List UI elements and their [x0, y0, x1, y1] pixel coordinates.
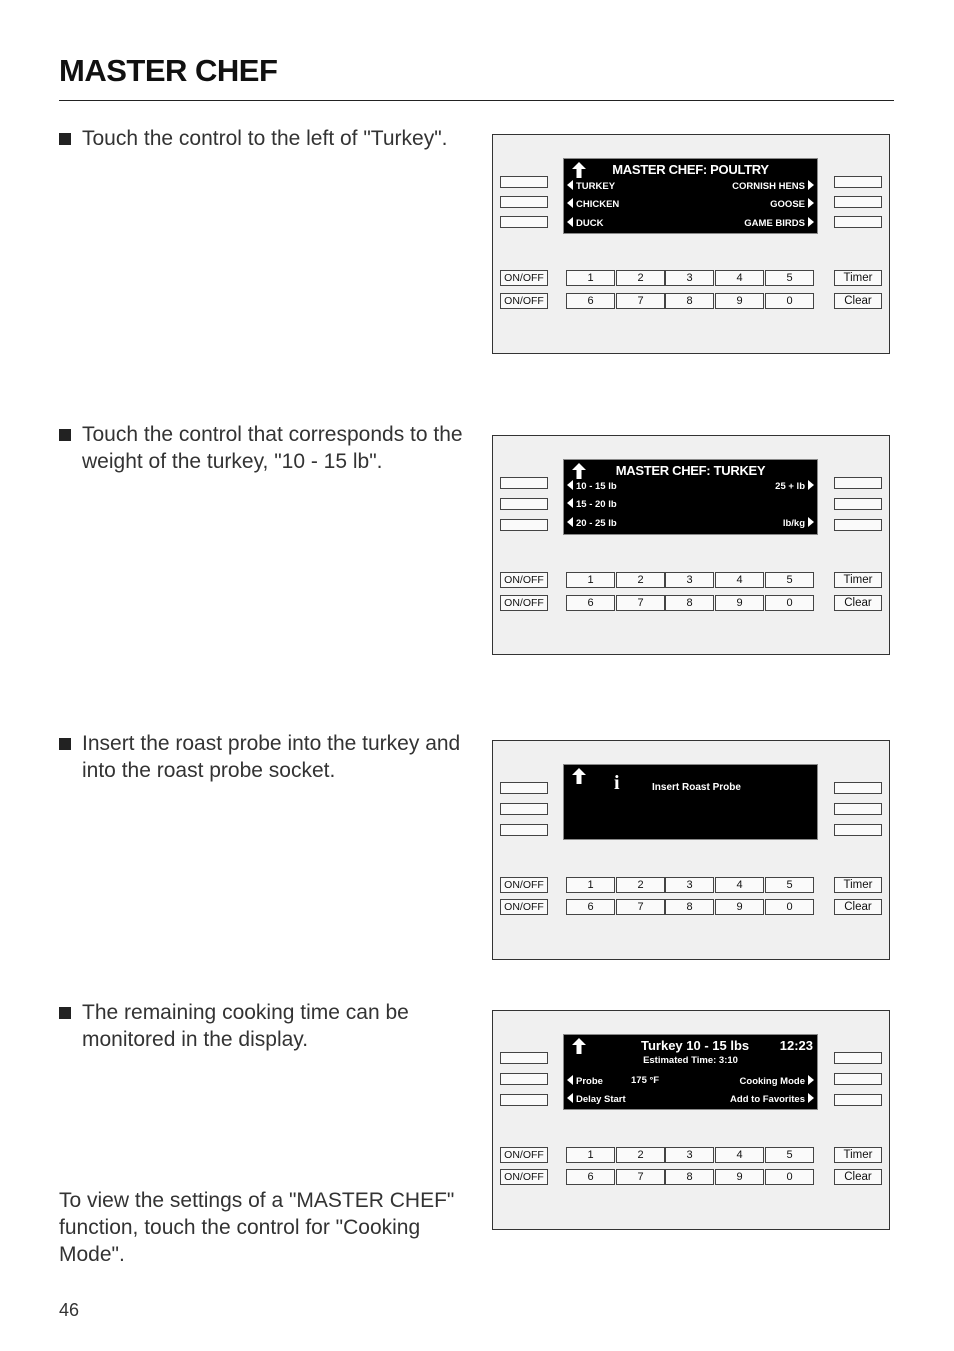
- instruction-2: [59, 421, 469, 475]
- left-arrow-icon: [567, 498, 573, 508]
- display-screen: [563, 1034, 818, 1110]
- option-20-25-lb[interactable]: [567, 517, 617, 529]
- option-probe[interactable]: [567, 1075, 603, 1087]
- key-2[interactable]: 2: [616, 572, 665, 588]
- option-label: Probe: [576, 1076, 603, 1087]
- instruction-1: [59, 125, 469, 152]
- option-label: 20 - 25 lb: [576, 518, 617, 529]
- cooking-mode-note: To view the settings of a "MASTER CHEF" function, touch the control for "Cooking Mode".: [59, 1189, 455, 1266]
- right-sensor-3[interactable]: [834, 519, 882, 531]
- left-sensor-2[interactable]: [500, 196, 548, 208]
- key-5[interactable]: 5: [765, 877, 814, 893]
- option-lb-kg[interactable]: [783, 517, 814, 529]
- right-arrow-icon: [808, 517, 814, 527]
- key-1[interactable]: 1: [566, 572, 615, 588]
- option-goose[interactable]: [770, 198, 814, 210]
- square-bullet: [59, 429, 71, 441]
- right-sensor-2[interactable]: [834, 196, 882, 208]
- left-sensor-2[interactable]: [500, 803, 548, 815]
- timer-button[interactable]: Timer: [834, 270, 882, 286]
- key-9[interactable]: 9: [715, 595, 764, 611]
- probe-message: Insert Roast Probe: [652, 782, 741, 793]
- right-arrow-icon: [808, 217, 814, 227]
- left-sensor-2[interactable]: [500, 1073, 548, 1085]
- option-label: 10 - 15 lb: [576, 481, 617, 492]
- up-arrow-icon[interactable]: [572, 768, 586, 784]
- option-15-20-lb[interactable]: [567, 498, 617, 510]
- timer-button[interactable]: Timer: [834, 1147, 882, 1163]
- left-sensor-3[interactable]: [500, 1094, 548, 1106]
- control-panel-probe: [492, 740, 890, 960]
- key-4[interactable]: 4: [715, 877, 764, 893]
- display-screen: [563, 459, 818, 535]
- control-panel-turkey: [492, 435, 890, 655]
- timer-button[interactable]: Timer: [834, 877, 882, 893]
- onoff-button-1[interactable]: ON/OFF: [500, 877, 548, 893]
- key-6[interactable]: 6: [566, 899, 615, 915]
- option-cooking-mode[interactable]: [740, 1075, 814, 1087]
- key-7[interactable]: 7: [616, 595, 665, 611]
- screen-title: MASTER CHEF: TURKEY: [615, 463, 766, 478]
- key-6[interactable]: 6: [566, 1169, 615, 1185]
- left-sensor-2[interactable]: [500, 498, 548, 510]
- right-arrow-icon: [808, 480, 814, 490]
- clear-button[interactable]: Clear: [834, 899, 882, 915]
- left-sensor-1[interactable]: [500, 477, 548, 489]
- option-game-birds[interactable]: [744, 217, 814, 229]
- program-title: Turkey 10 - 15 lbs: [641, 1038, 750, 1053]
- option-label: CORNISH HENS: [732, 181, 805, 192]
- onoff-button-1[interactable]: ON/OFF: [500, 1147, 548, 1163]
- timer-button[interactable]: Timer: [834, 572, 882, 588]
- key-7[interactable]: 7: [616, 899, 665, 915]
- key-9[interactable]: 9: [715, 293, 764, 309]
- info-icon: i: [614, 772, 620, 794]
- key-1[interactable]: 1: [566, 270, 615, 286]
- key-1[interactable]: 1: [566, 1147, 615, 1163]
- right-sensor-2[interactable]: [834, 498, 882, 510]
- left-arrow-icon: [567, 1093, 573, 1103]
- right-sensor-1[interactable]: [834, 477, 882, 489]
- left-arrow-icon: [567, 198, 573, 208]
- key-1[interactable]: 1: [566, 877, 615, 893]
- left-arrow-icon: [567, 217, 573, 227]
- option-label: GOOSE: [770, 199, 805, 210]
- left-sensor-1[interactable]: [500, 176, 548, 188]
- left-sensor-1[interactable]: [500, 782, 548, 794]
- left-arrow-icon: [567, 1075, 573, 1085]
- key-5[interactable]: 5: [765, 572, 814, 588]
- option-label: TURKEY: [576, 181, 616, 192]
- key-8[interactable]: 8: [665, 595, 714, 611]
- right-sensor-1[interactable]: [834, 1052, 882, 1064]
- key-3[interactable]: 3: [665, 1147, 714, 1163]
- instruction-4: [59, 999, 469, 1053]
- right-arrow-icon: [808, 180, 814, 190]
- right-sensor-1[interactable]: [834, 176, 882, 188]
- key-9[interactable]: 9: [715, 1169, 764, 1185]
- option-label: Delay Start: [576, 1094, 626, 1105]
- key-7[interactable]: 7: [616, 293, 665, 309]
- clear-button[interactable]: Clear: [834, 1169, 882, 1185]
- control-panel-cooking: [492, 1010, 890, 1230]
- option-label: lb/kg: [782, 518, 805, 529]
- probe-temperature: 175 °F: [631, 1075, 660, 1086]
- option-chicken[interactable]: [567, 198, 619, 210]
- instruction-3: [59, 730, 469, 784]
- key-6[interactable]: 6: [566, 595, 615, 611]
- option-add-to-favorites[interactable]: [730, 1093, 814, 1105]
- left-arrow-icon: [567, 517, 573, 527]
- page-number: 46: [59, 1300, 80, 1320]
- key-2[interactable]: 2: [616, 877, 665, 893]
- display-screen: [563, 158, 818, 234]
- option-label: GAME BIRDS: [744, 218, 805, 229]
- clear-button[interactable]: Clear: [834, 293, 882, 309]
- control-panel-poultry: [492, 134, 890, 354]
- screen-title: MASTER CHEF: POULTRY: [612, 162, 769, 177]
- key-4[interactable]: 4: [715, 572, 764, 588]
- key-4[interactable]: 4: [715, 1147, 764, 1163]
- key-0[interactable]: 0: [765, 1169, 814, 1185]
- left-sensor-3[interactable]: [500, 519, 548, 531]
- key-0[interactable]: 0: [765, 293, 814, 309]
- clock-display: 12:23: [779, 1038, 813, 1053]
- onoff-button-2[interactable]: ON/OFF: [500, 899, 548, 915]
- onoff-button-1[interactable]: ON/OFF: [500, 270, 548, 286]
- key-6[interactable]: 6: [566, 293, 615, 309]
- option-label: 25 + lb: [775, 481, 805, 492]
- onoff-button-2[interactable]: ON/OFF: [500, 595, 548, 611]
- key-2[interactable]: 2: [616, 1147, 665, 1163]
- option-cornish-hens[interactable]: [732, 180, 814, 192]
- option-label: CHICKEN: [576, 199, 620, 210]
- page-title: MASTER CHEF: [59, 53, 278, 88]
- key-4[interactable]: 4: [715, 270, 764, 286]
- option-label: Cooking Mode: [739, 1076, 805, 1087]
- option-label: 15 - 20 lb: [576, 499, 617, 510]
- key-3[interactable]: 3: [665, 270, 714, 286]
- right-sensor-2[interactable]: [834, 1073, 882, 1085]
- estimated-time: Estimated Time: 3:10: [643, 1055, 738, 1066]
- key-3[interactable]: 3: [665, 572, 714, 588]
- key-9[interactable]: 9: [715, 899, 764, 915]
- key-3[interactable]: 3: [665, 877, 714, 893]
- key-2[interactable]: 2: [616, 270, 665, 286]
- square-bullet: [59, 1007, 71, 1019]
- clear-button[interactable]: Clear: [834, 595, 882, 611]
- option-label: DUCK: [576, 218, 604, 229]
- left-sensor-3[interactable]: [500, 824, 548, 836]
- left-arrow-icon: [567, 480, 573, 490]
- key-7[interactable]: 7: [616, 1169, 665, 1185]
- display-screen: [563, 764, 818, 840]
- right-sensor-1[interactable]: [834, 782, 882, 794]
- instruction-text: Touch the control that corresponds to the weight of the turkey, "10 - 15 lb".: [82, 423, 463, 473]
- key-0[interactable]: 0: [765, 595, 814, 611]
- onoff-button-2[interactable]: ON/OFF: [500, 1169, 548, 1185]
- key-5[interactable]: 5: [765, 270, 814, 286]
- key-5[interactable]: 5: [765, 1147, 814, 1163]
- right-arrow-icon: [808, 1075, 814, 1085]
- key-8[interactable]: 8: [665, 899, 714, 915]
- right-sensor-3[interactable]: [834, 1094, 882, 1106]
- option-25-plus-lb[interactable]: [775, 480, 814, 492]
- instruction-text: The remaining cooking time can be monitored in the display.: [82, 1001, 409, 1051]
- option-turkey[interactable]: [567, 180, 615, 192]
- left-sensor-1[interactable]: [500, 1052, 548, 1064]
- option-delay-start[interactable]: [567, 1093, 626, 1105]
- square-bullet: [59, 738, 71, 750]
- key-8[interactable]: 8: [665, 1169, 714, 1185]
- option-label: Add to Favorites: [730, 1094, 805, 1105]
- right-sensor-3[interactable]: [834, 824, 882, 836]
- up-arrow-icon[interactable]: [572, 1038, 586, 1054]
- key-0[interactable]: 0: [765, 899, 814, 915]
- right-arrow-icon: [808, 1093, 814, 1103]
- left-arrow-icon: [567, 180, 573, 190]
- option-duck[interactable]: [567, 217, 603, 229]
- square-bullet: [59, 133, 71, 145]
- left-sensor-3[interactable]: [500, 216, 548, 228]
- right-sensor-2[interactable]: [834, 803, 882, 815]
- instruction-text: Touch the control to the left of "Turkey".: [82, 127, 448, 150]
- title-divider: [59, 100, 894, 101]
- instruction-text: Insert the roast probe into the turkey and into the roast probe socket.: [82, 732, 461, 782]
- onoff-button-1[interactable]: ON/OFF: [500, 572, 548, 588]
- right-sensor-3[interactable]: [834, 216, 882, 228]
- option-10-15-lb[interactable]: [567, 480, 617, 492]
- onoff-button-2[interactable]: ON/OFF: [500, 293, 548, 309]
- key-8[interactable]: 8: [665, 293, 714, 309]
- right-arrow-icon: [808, 198, 814, 208]
